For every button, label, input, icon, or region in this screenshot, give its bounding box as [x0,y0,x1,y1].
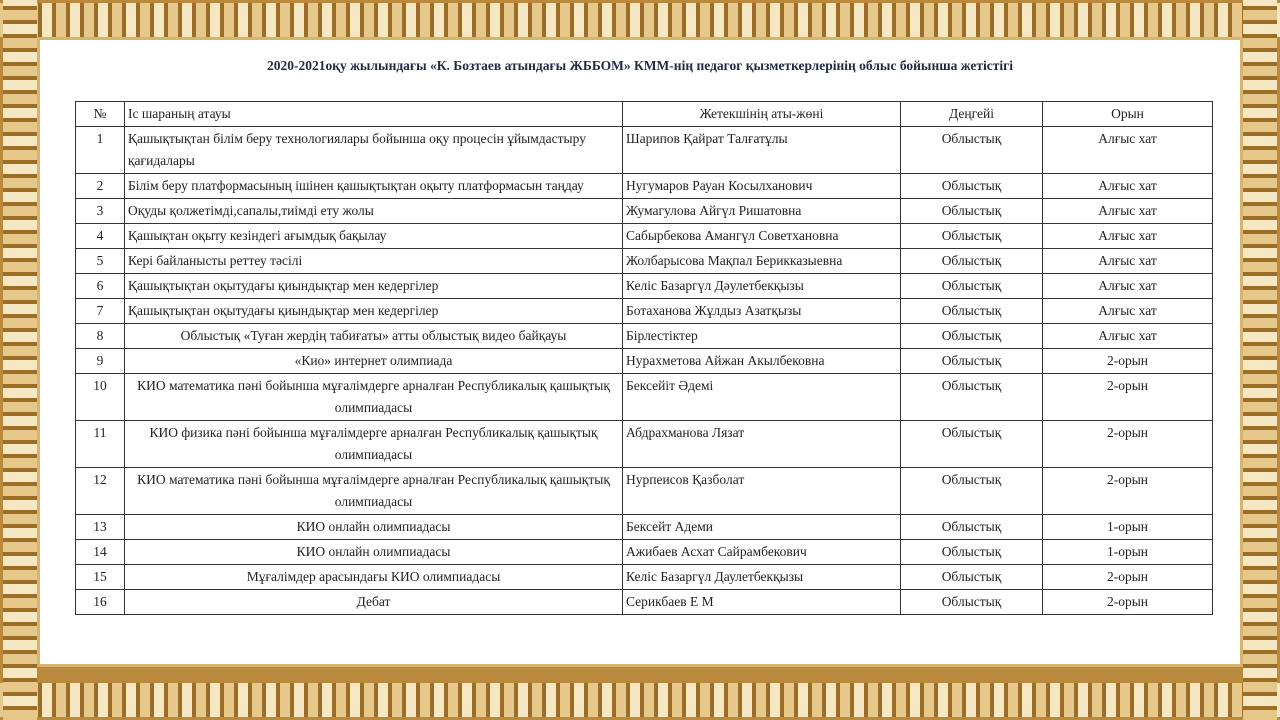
cell-number: 7 [76,299,125,324]
header-event-name: Іс шараның атауы [125,102,623,127]
cell-level: Облыстық [901,468,1043,515]
cell-place: 1-орын [1043,515,1213,540]
cell-leader-name: Нурахметова Айжан Акылбековна [623,349,901,374]
cell-event-name: Қашықтықтан білім беру технологиялары бойынша оқу процесін ұйымдастыру қағидалары [125,127,623,174]
cell-place: Алғыс хат [1043,174,1213,199]
cell-leader-name: Сабырбекова Амангүл Советхановна [623,224,901,249]
table-row [76,299,1213,324]
cell-place: 2-орын [1043,590,1213,615]
cell-leader-name: Жумагулова Айгүл Ришатовна [623,199,901,224]
table-row [76,515,1213,540]
cell-leader-name: Ботаханова Жұлдыз Азатқызы [623,299,901,324]
cell-event-name: «Кио» интернет олимпиада [125,349,623,374]
header-place: Орын [1043,102,1213,127]
cell-number: 3 [76,199,125,224]
cell-number: 4 [76,224,125,249]
cell-number: 16 [76,590,125,615]
cell-place: Алғыс хат [1043,199,1213,224]
page-title: 2020-2021оқу жылындағы «К. Бозтаев атындағы ЖББОМ» КММ-нің педагог қызметкерлерінің облыс бойынша жетістігі [266,58,1014,73]
frame-top-border [0,3,1280,37]
cell-number: 10 [76,374,125,421]
cell-level: Облыстық [901,299,1043,324]
cell-level: Облыстық [901,324,1043,349]
cell-number: 12 [76,468,125,515]
header-level: Деңгейі [901,102,1043,127]
table-row [76,324,1213,349]
cell-leader-name: Бірлестіктер [623,324,901,349]
cell-number: 5 [76,249,125,274]
cell-event-name: Кері байланысты реттеу тәсілі [125,249,623,274]
cell-number: 8 [76,324,125,349]
table-row [76,421,1213,468]
cell-event-name: Мұғалімдер арасындағы КИО олимпиадасы [125,565,623,590]
header-number: № [76,102,125,127]
cell-place: Алғыс хат [1043,224,1213,249]
cell-number: 11 [76,421,125,468]
cell-event-name: Қашықтықтан оқытудағы қиындықтар мен кедергілер [125,274,623,299]
cell-event-name: Облыстық «Туған жердің табиғаты» атты облыстық видео байқауы [125,324,623,349]
cell-event-name: Қашықтықтан оқытудағы қиындықтар мен кедергілер [125,299,623,324]
cell-leader-name: Серикбаев Е М [623,590,901,615]
cell-event-name: КИО онлайн олимпиадасы [125,515,623,540]
cell-level: Облыстық [901,565,1043,590]
cell-level: Облыстық [901,199,1043,224]
cell-number: 15 [76,565,125,590]
cell-place: Алғыс хат [1043,127,1213,174]
cell-place: 2-орын [1043,468,1213,515]
cell-event-name: Оқуды қолжетімді,сапалы,тиімді ету жолы [125,199,623,224]
table-row [76,249,1213,274]
table-body [76,127,1213,615]
cell-leader-name: Бексейт Адеми [623,515,901,540]
cell-number: 13 [76,515,125,540]
cell-event-name: КИО математика пәні бойынша мұғалімдерге арналған Республикалық қашықтық олимпиадасы [125,374,623,421]
frame-bottom-border [0,683,1280,717]
table-row [76,199,1213,224]
cell-level: Облыстық [901,174,1043,199]
cell-level: Облыстық [901,274,1043,299]
table-row [76,540,1213,565]
cell-event-name: Білім беру платформасының ішінен қашықтықтан оқыту платформасын таңдау [125,174,623,199]
cell-place: Алғыс хат [1043,324,1213,349]
cell-event-name: Қашықтан оқыту кезіндегі ағымдық бақылау [125,224,623,249]
cell-leader-name: Шарипов Қайрат Талғатұлы [623,127,901,174]
cell-leader-name: Нугумаров Рауан Косылханович [623,174,901,199]
cell-leader-name: Нурпеисов Қазболат [623,468,901,515]
cell-leader-name: Ажибаев Асхат Сайрамбекович [623,540,901,565]
table-row [76,274,1213,299]
cell-level: Облыстық [901,224,1043,249]
cell-number: 14 [76,540,125,565]
table-row [76,224,1213,249]
header-leader-name: Жетекшінің аты-жөні [623,102,901,127]
cell-place: 2-орын [1043,374,1213,421]
cell-leader-name: Абдрахманова Лязат [623,421,901,468]
cell-level: Облыстық [901,540,1043,565]
cell-place: Алғыс хат [1043,274,1213,299]
table-row [76,565,1213,590]
cell-number: 2 [76,174,125,199]
cell-event-name: КИО онлайн олимпиадасы [125,540,623,565]
cell-place: 1-орын [1043,540,1213,565]
table-row [76,174,1213,199]
cell-level: Облыстық [901,374,1043,421]
cell-number: 1 [76,127,125,174]
frame-right-border [1243,0,1277,720]
table-row [76,127,1213,174]
cell-place: 2-орын [1043,565,1213,590]
cell-leader-name: Жолбарысова Мақпал Берикказыевна [623,249,901,274]
cell-number: 9 [76,349,125,374]
cell-leader-name: Бексейіт Әдемі [623,374,901,421]
cell-number: 6 [76,274,125,299]
cell-place: Алғыс хат [1043,249,1213,274]
cell-place: 2-орын [1043,421,1213,468]
table-row [76,468,1213,515]
cell-leader-name: Келіс Базаргүл Даулетбекқызы [623,565,901,590]
table-header-row [76,102,1213,127]
slide-content [40,40,1240,664]
cell-level: Облыстық [901,590,1043,615]
cell-event-name: КИО математика пәні бойынша мұғалімдерге арналған Республикалық қашықтық олимпиадасы [125,468,623,515]
cell-event-name: Дебат [125,590,623,615]
cell-leader-name: Келіс Базаргүл Дәулетбекқызы [623,274,901,299]
frame-left-border [3,0,37,720]
cell-place: Алғыс хат [1043,299,1213,324]
cell-level: Облыстық [901,421,1043,468]
table-row [76,374,1213,421]
cell-place: 2-орын [1043,349,1213,374]
cell-level: Облыстық [901,249,1043,274]
table-row [76,590,1213,615]
achievements-table [75,101,1213,615]
cell-level: Облыстық [901,349,1043,374]
cell-level: Облыстық [901,515,1043,540]
table-row [76,349,1213,374]
cell-event-name: КИО физика пәні бойынша мұғалімдерге арналған Республикалық қашықтық олимпиадасы [125,421,623,468]
cell-level: Облыстық [901,127,1043,174]
